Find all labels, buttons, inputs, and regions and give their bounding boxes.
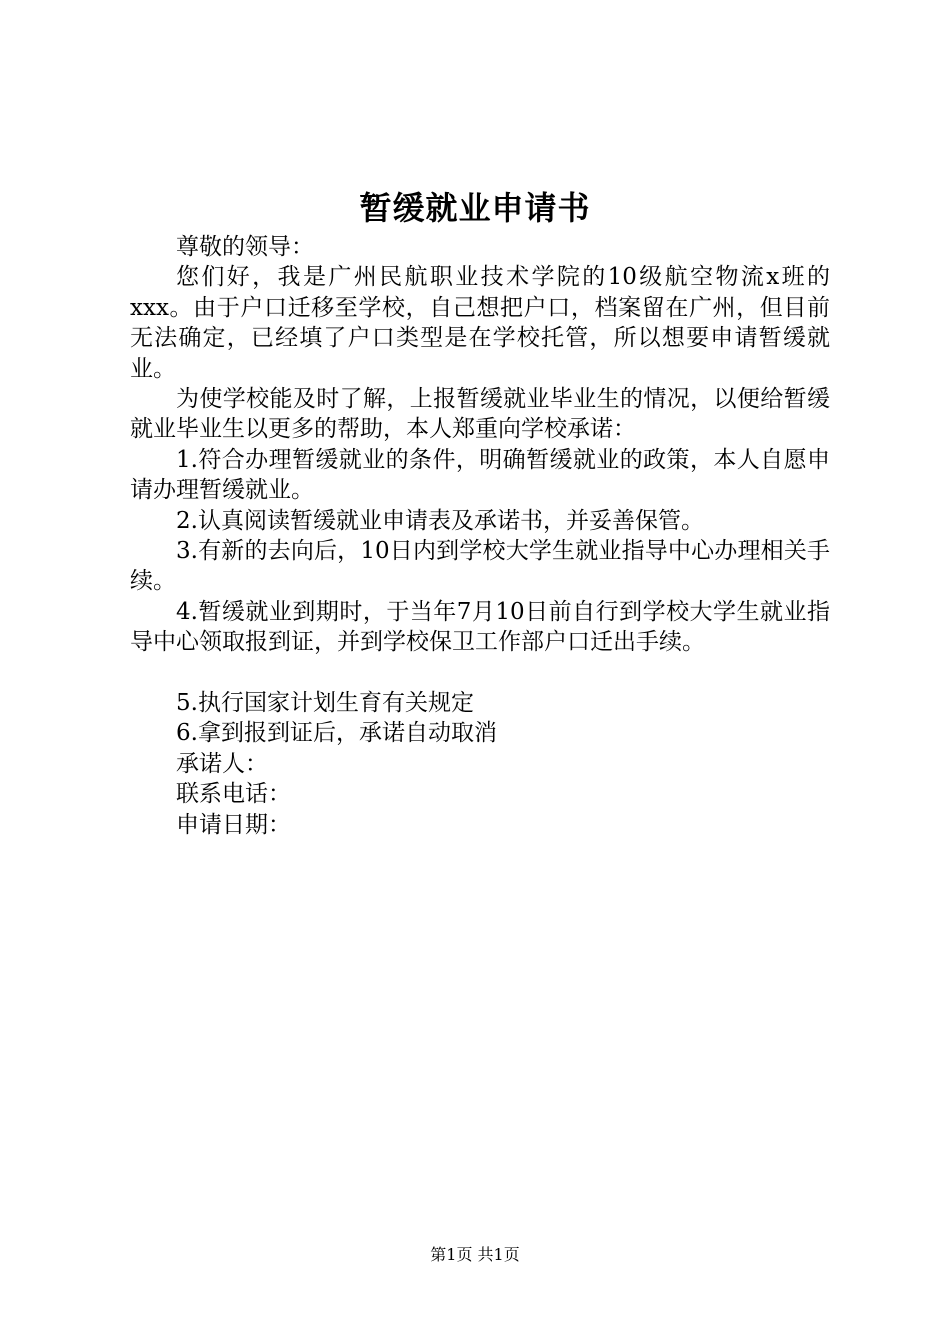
date-label: 申请日期： (176, 811, 291, 838)
phone-label: 联系电话： (176, 781, 291, 808)
document-body (130, 232, 830, 840)
paragraph-introduction: 您们好，我是广州民航职业技术学院的10级航空物流x班的xxx。由于户口迁移至学校，自己想把户口，档案留在广州，但目前无法确定，已经填了户口类型是在学校托管，所以想要申请暂缓就业。 (130, 264, 830, 382)
commitment-item-5: 5.执行国家计划生育有关规定 (176, 690, 474, 717)
document-title: 暂缓就业申请书 (359, 189, 591, 227)
promisor-label: 承诺人： (176, 750, 268, 777)
commitment-item-3: 3.有新的去向后，10日内到学校大学生就业指导中心办理相关手续。 (130, 538, 830, 595)
salutation: 尊敬的领导： (176, 234, 314, 260)
page-footer: 第1页 共1页 (430, 1245, 520, 1264)
commitment-item-2: 2.认真阅读暂缓就业申请表及承诺书，并妥善保管。 (176, 507, 704, 534)
commitment-item-1: 1.符合办理暂缓就业的条件，明确暂缓就业的政策，本人自愿申请办理暂缓就业。 (130, 446, 830, 504)
commitment-item-6: 6.拿到报到证后，承诺自动取消 (176, 720, 497, 747)
commitment-item-4: 4.暂缓就业到期时，于当年7月10日前自行到学校大学生就业指导中心领取报到证，并到学校保卫工作部户口迁出手续。 (130, 598, 830, 656)
paragraph-commitment-intro: 为使学校能及时了解，上报暂缓就业毕业生的情况，以便给暂缓就业毕业生以更多的帮助，本人郑重向学校承诺： (130, 386, 830, 443)
